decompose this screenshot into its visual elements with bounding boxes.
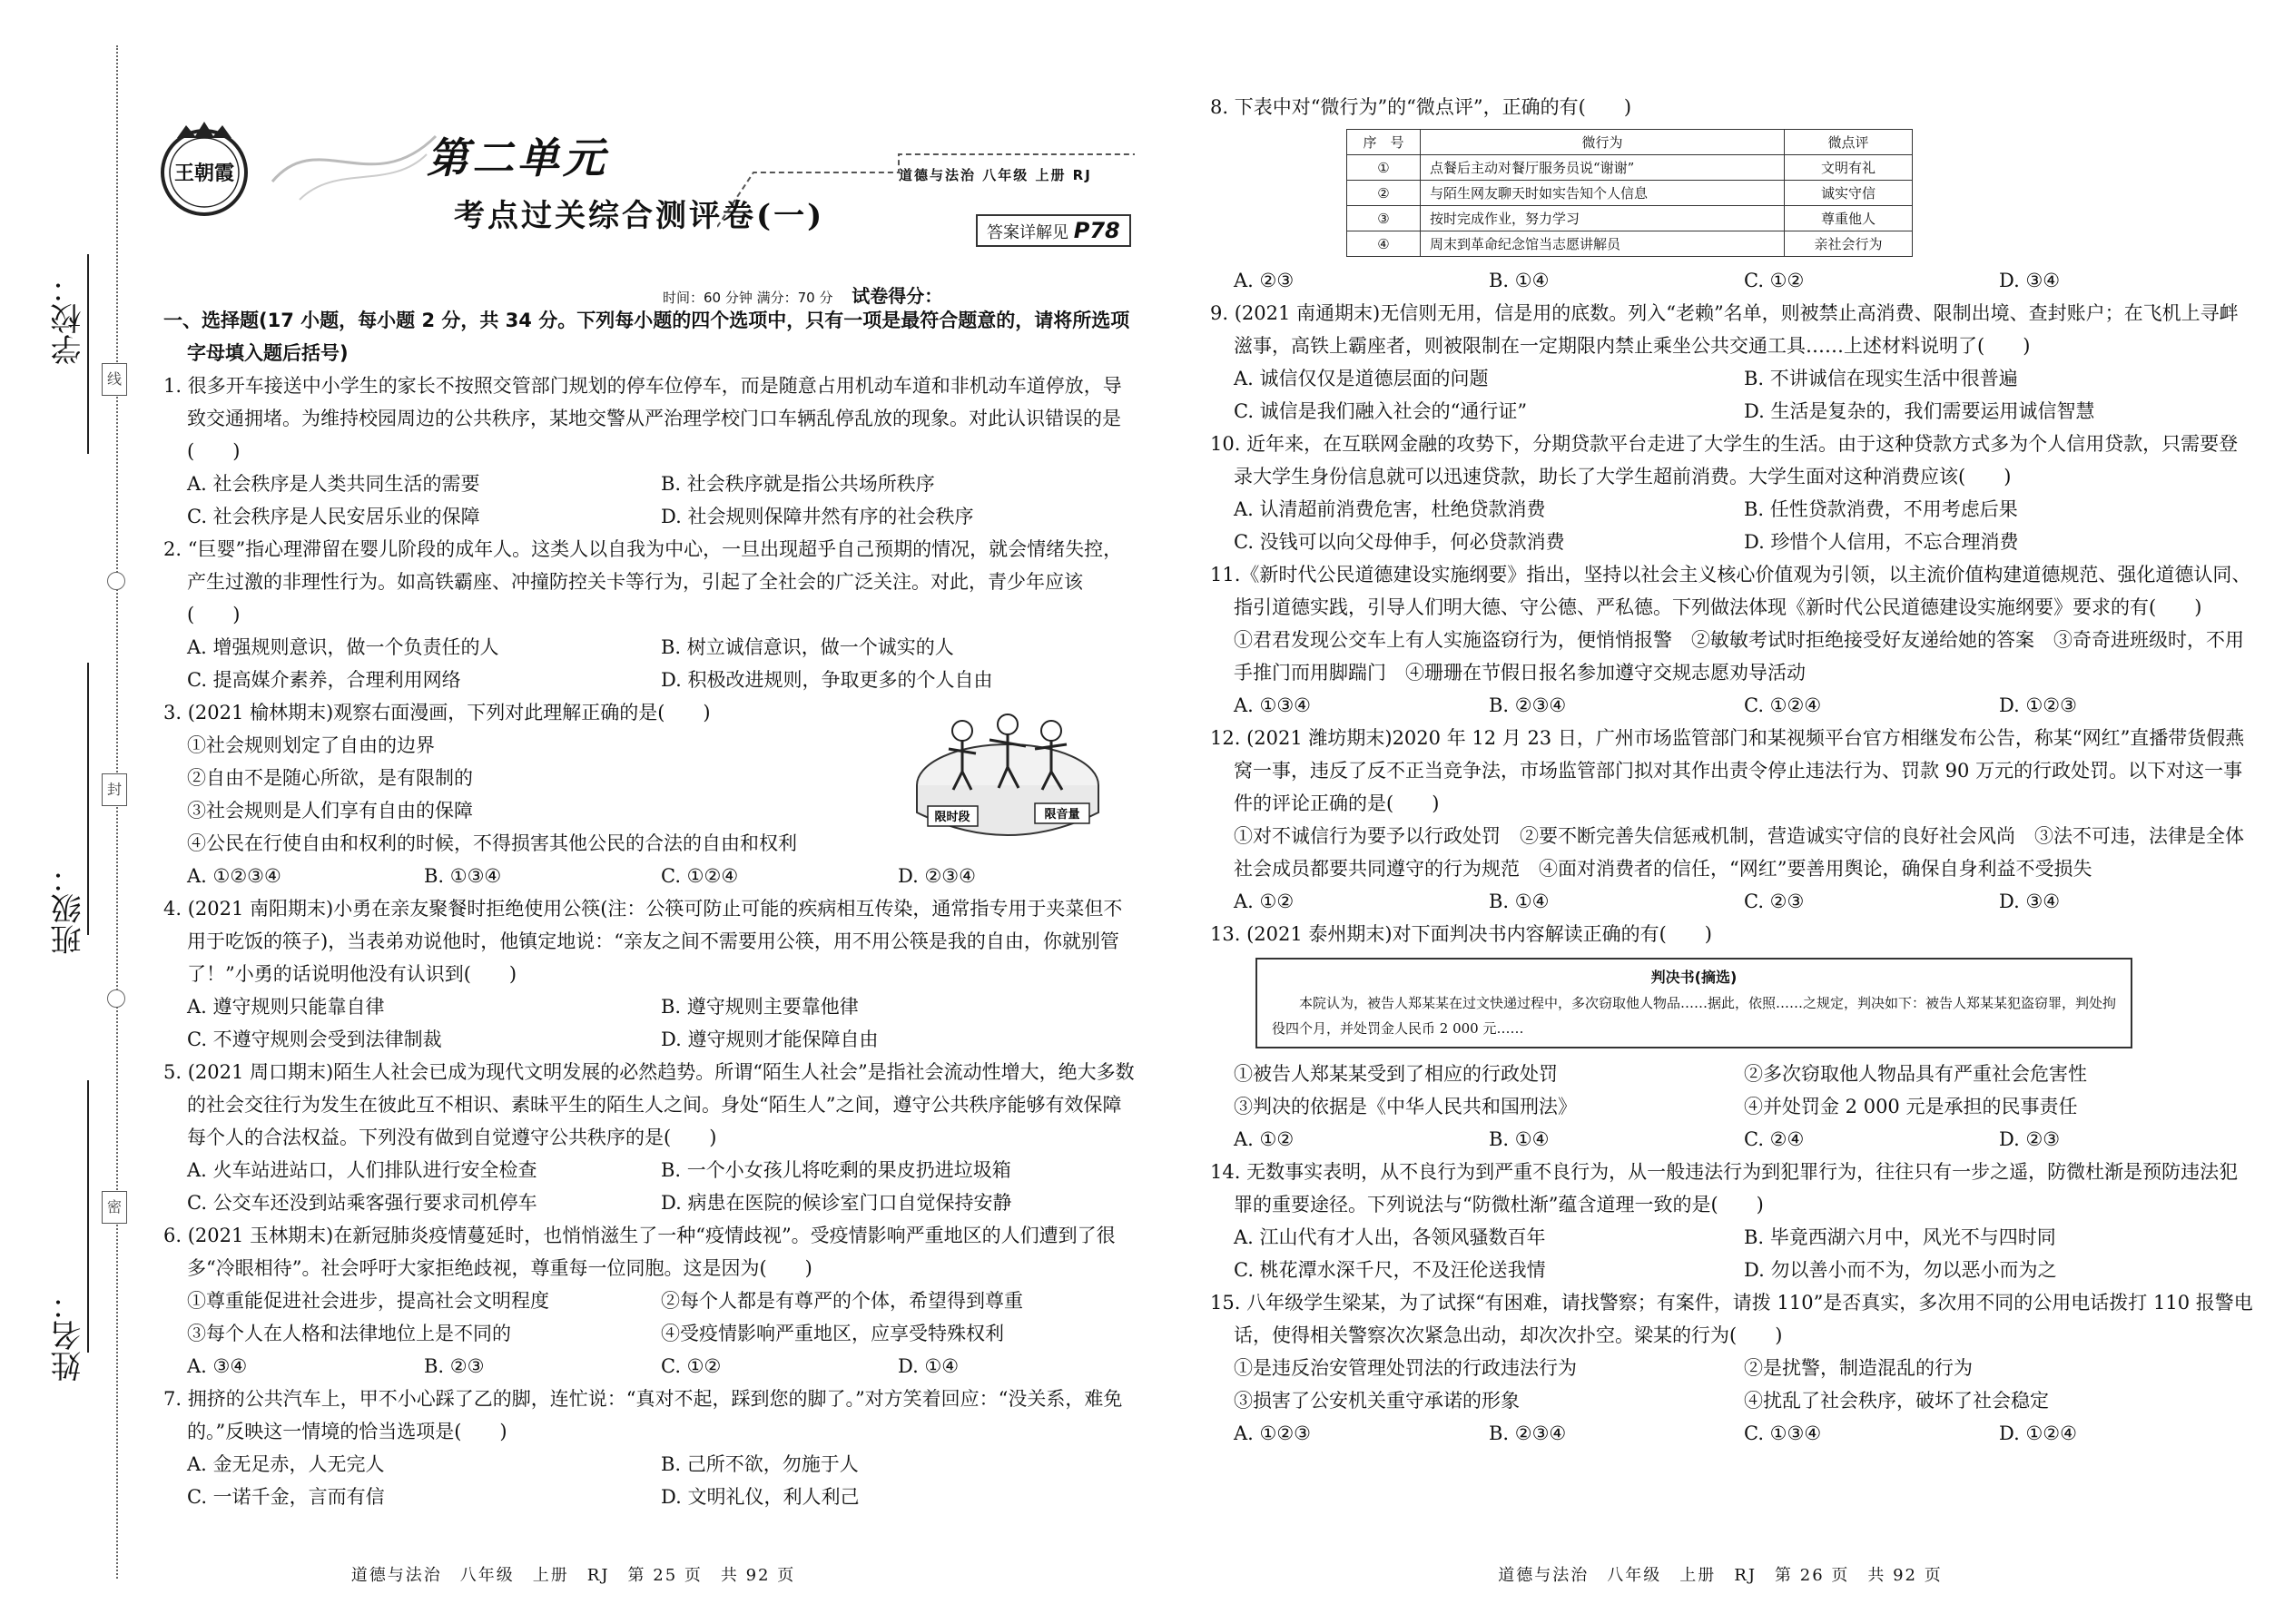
table-cell: 尊重他人 — [1785, 206, 1913, 231]
question-options — [163, 1350, 1135, 1383]
table-header-cell: 微点评 — [1785, 130, 1913, 155]
statement-item: ①被告人郑某某受到了相应的行政处罚 — [1234, 1063, 1558, 1085]
answer-option[interactable]: A. 火车站进站口，人们排队进行安全检查 — [187, 1159, 537, 1181]
class-line — [87, 663, 89, 935]
statement-item: ③每个人在人格和法律地位上是不同的 — [187, 1323, 511, 1344]
question-options — [163, 468, 1135, 533]
question-block — [163, 892, 1135, 1056]
table-row — [1347, 155, 1913, 181]
statement-item: ④受疫情影响严重地区，应享受特殊权利 — [661, 1323, 1004, 1344]
question-block — [163, 1056, 1135, 1219]
statement-item: ③社会规则是人们享有自由的保障 — [187, 800, 473, 822]
question-8-stem: 8. 下表中对“微行为”的“微点评”，正确的有( ) — [1210, 96, 1632, 118]
statement-item: ②每个人都是有尊严的个体，希望得到尊重 — [661, 1290, 1023, 1312]
answer-option[interactable]: A. ①③④ — [1234, 694, 1311, 716]
question-stem: 4. (2021 南阳期末)小勇在亲友聚餐时拒绝使用公筷(注：公筷可防止可能的疾病相互传染，通常指专用于夹菜但不用于吃饭的筷子)，当表弟劝说他时，他镇定地说：“亲友之间不需要用公筷，用不用公筷是我的自由，你就别管了！”小勇的话说明他没有认识到( ) — [163, 898, 1123, 985]
answer-option[interactable]: B. 一个小女孩儿将吃剩的果皮扔进垃圾箱 — [661, 1159, 1011, 1181]
question-block — [1210, 1156, 2254, 1286]
answer-option[interactable]: C. 诚信是我们融入社会的“通行证” — [1234, 400, 1528, 422]
answer-option[interactable]: C. 公交车还没到站乘客强行要求司机停车 — [187, 1192, 537, 1214]
right-content — [1210, 91, 2254, 1450]
statement-item: ②是扰警，制造混乱的行为 — [1744, 1357, 1973, 1379]
statement-row — [163, 1317, 1135, 1350]
question-stem: 2. “巨婴”指心理滞留在婴儿阶段的成年人。这类人以自我为中心，一旦出现超乎自己预期的情况，就会情绪失控，产生过激的非理性行为。如高铁霸座、冲撞防控关卡等行为，引起了全社会的广泛关注。对此，青少年应该( ) — [163, 538, 1123, 625]
table-cell: ① — [1347, 155, 1421, 181]
statement-item: ④扰乱了社会秩序，破坏了社会稳定 — [1744, 1390, 2049, 1412]
school-label: 学校： — [50, 272, 87, 365]
answer-option[interactable]: B. ②③④ — [1489, 694, 1567, 716]
answer-option[interactable]: B. 树立诚信意识，做一个诚实的人 — [661, 636, 954, 658]
statement-item: ①君君发现公交车上有人实施盗窃行为，便悄悄报警 ②敏敏考试时拒绝接受好友递给她的答案 ③奇奇进班级时，不用手推门而用脚踹门 ④珊珊在节假日报名参加遵守交规志愿劝导活动 — [1234, 629, 2244, 684]
answer-option[interactable]: C. ②③ — [1744, 891, 1805, 912]
question-stem: 12. (2021 潍坊期末)2020 年 12 月 23 日，广州市场监管部门和某视频平台官方相继发布公告，称某“网红”直播带货假燕窝一事，违反了反不正当竞争法，市场监管部门拟对其作出责令停止违法行为、罚款 90 万元的行政处罚。以下对这一事件的评论正确的是( ) — [1210, 727, 2245, 814]
answer-option[interactable]: B. ②③ — [424, 1355, 485, 1377]
question-options — [1210, 689, 2254, 722]
answer-option[interactable]: D. ②③ — [1999, 1128, 2061, 1150]
question-block — [163, 1383, 1135, 1513]
question-statements — [163, 1284, 1135, 1350]
question-options — [163, 631, 1135, 696]
name-field[interactable] — [36, 1289, 100, 1382]
answer-option[interactable]: D. 积极改进规则，争取更多的个人自由 — [661, 669, 993, 691]
table-row — [1347, 181, 1913, 206]
cartoon-label-right: 限音量 — [1044, 808, 1080, 822]
svg-text:王朝霞: 王朝霞 — [173, 162, 235, 185]
name-line — [87, 1080, 89, 1353]
right-page — [1147, 0, 2294, 1624]
school-field[interactable] — [36, 272, 100, 365]
statement-row — [1210, 1090, 2254, 1123]
question-stem: 6. (2021 玉林期末)在新冠肺炎疫情蔓延时，也悄悄滋生了一种“疫情歧视”。受疫情影响严重地区的人们遭到了很多“冷眼相待”。社会呼吁大家拒绝歧视，尊重每一位同胞。这是因为( ) — [163, 1225, 1116, 1279]
question-statements — [1210, 624, 2254, 689]
seal-char-2: 封 — [102, 773, 127, 806]
answer-page: P78 — [1073, 218, 1120, 243]
answer-option[interactable]: B. ①④ — [1489, 270, 1550, 291]
answer-option[interactable]: D. ②③④ — [898, 865, 976, 887]
answer-option[interactable]: B. 社会秩序就是指公共场所秩序 — [661, 473, 935, 495]
statement-item: ①尊重能促进社会进步，提高社会文明程度 — [187, 1290, 549, 1312]
answer-option[interactable]: A. ①② — [1234, 891, 1295, 912]
question-options — [163, 1154, 1135, 1219]
question-statements — [163, 729, 871, 860]
subject-tag: 道德与法治 八年级 上册 RJ — [899, 167, 1092, 183]
answer-option[interactable]: A. ①②③④ — [187, 865, 281, 887]
table-cell: 与陌生网友聊天时如实告知个人信息 — [1421, 181, 1785, 206]
section-title: 一、选择题(17 小题，每小题 2 分，共 34 分。下列每小题的四个选项中，只有一项是最符合题意的，请将所选项字母填入题后括号) — [163, 310, 1130, 364]
answer-option[interactable]: A. 诚信仅仅是道德层面的问题 — [1234, 368, 1489, 389]
question-block — [163, 533, 1135, 696]
answer-option[interactable]: B. 毕竟西湖六月中，风光不与四时同 — [1744, 1226, 2056, 1248]
seal-char-3: 密 — [102, 1191, 127, 1224]
statement-item: ④公民在行使自由和权利的时候，不得损害其他公民的合法的自由和权利 — [187, 832, 797, 854]
answer-option[interactable]: A. ①②③ — [1234, 1422, 1311, 1444]
question-options — [163, 1448, 1135, 1513]
question-stem: 14. 无数事实表明，从不良行为到严重不良行为，从一般违法行为到犯罪行为，往往只有一步之遥，防微杜渐是预防违法犯罪的重要途径。下列说法与“防微杜渐”蕴含道理一致的是( ) — [1210, 1161, 2239, 1216]
page-footer-right: 道德与法治 八年级 上册 RJ 第 26 页 共 92 页 — [1498, 1566, 1943, 1585]
answer-option[interactable]: C. 没钱可以向父母伸手，何必贷款消费 — [1234, 531, 1565, 553]
answer-option[interactable]: B. 不讲诚信在现实生活中很普遍 — [1744, 368, 2018, 389]
verdict-body: 本院认为，被告人郑某某在过文快递过程中，多次窃取他人物品……据此，依照……之规定，判决如下：被告人郑某某犯盗窃罪，判处拘役四个月，并处罚金人民币 2 000 元…… — [1272, 995, 2117, 1037]
answer-option[interactable]: B. ①③④ — [424, 865, 502, 887]
answer-option[interactable]: A. 认清超前消费危害，杜绝贷款消费 — [1234, 498, 1546, 520]
answer-option[interactable]: D. 遵守规则才能保障自由 — [661, 1029, 879, 1050]
binding-margin — [0, 0, 123, 1624]
answer-option[interactable]: D. 病患在医院的候诊室门口自觉保持安静 — [661, 1192, 1012, 1214]
answer-option[interactable]: D. 文明礼仪，利人利己 — [661, 1486, 860, 1508]
answer-option[interactable]: B. 己所不欲，勿施于人 — [661, 1453, 859, 1475]
question-list-right-b — [1210, 1156, 2254, 1450]
answer-option[interactable]: C. 一诺千金，言而有信 — [187, 1486, 385, 1508]
answer-option[interactable]: C. ①②④ — [1744, 694, 1822, 716]
answer-option[interactable]: A. ①② — [1234, 1128, 1295, 1150]
ribbon-decoration-icon — [263, 109, 445, 218]
answer-option[interactable]: C. 桃花潭水深千尺，不及汪伦送我情 — [1234, 1259, 1546, 1281]
answer-option[interactable]: B. ②③④ — [1489, 1422, 1567, 1444]
answer-option[interactable]: C. 提高媒介素养，合理利用网络 — [187, 669, 461, 691]
answer-option[interactable]: C. ①② — [661, 1355, 722, 1377]
answer-option[interactable]: A. 金无足赤，人无完人 — [187, 1453, 385, 1475]
statement-row — [1210, 1384, 2254, 1417]
question-13-statements — [1210, 1058, 2254, 1123]
table-cell: 亲社会行为 — [1785, 231, 1913, 257]
answer-option[interactable]: D. ①②③ — [1999, 694, 2077, 716]
answer-option[interactable]: A. 社会秩序是人类共同生活的需要 — [187, 473, 480, 495]
question-statements — [1210, 1352, 2254, 1417]
answer-option[interactable]: D. ①②④ — [1999, 1422, 2077, 1444]
answer-option[interactable]: D. 勿以善小而不为，勿以恶小而为之 — [1744, 1259, 2057, 1281]
question-statements — [1210, 820, 2254, 885]
class-field[interactable] — [36, 862, 100, 955]
answer-option[interactable]: B. ①④ — [1489, 891, 1550, 912]
verdict-title: 判决书(摘选) — [1650, 969, 1738, 986]
statement-row — [1210, 1352, 2254, 1384]
table-header-cell: 微行为 — [1421, 130, 1785, 155]
question-block — [1210, 558, 2254, 722]
question-13-stem: 13. (2021 泰州期末)对下面判决书内容解读正确的有( ) — [1210, 923, 1712, 945]
cartoon-label-left: 限时段 — [934, 811, 970, 824]
question-options — [1210, 362, 2254, 428]
table-header-row — [1347, 130, 1913, 155]
statement-item: ③损害了公安机关重守承诺的形象 — [1234, 1390, 1520, 1412]
question-block — [1210, 297, 2254, 428]
answer-reference-box — [976, 214, 1131, 247]
school-line — [87, 254, 89, 454]
question-block — [163, 1219, 1135, 1383]
statement-item: ②自由不是随心所欲，是有限制的 — [187, 767, 473, 789]
question-13-options — [1210, 1123, 2254, 1156]
table-cell: ③ — [1347, 206, 1421, 231]
table-cell: ② — [1347, 181, 1421, 206]
question-stem: 10. 近年来，在互联网金融的攻势下，分期贷款平台走进了大学生的生活。由于这种贷款方式多为个人信用贷款，只需要登录大学生身份信息就可以迅速贷款，助长了大学生超前消费。大学生面对这种消费应该( ) — [1210, 433, 2239, 487]
answer-option[interactable]: D. ③④ — [1999, 270, 2061, 291]
answer-option[interactable]: C. ①② — [1744, 270, 1805, 291]
table-row — [1347, 206, 1913, 231]
question-block — [1210, 722, 2254, 918]
table-cell: 诚实守信 — [1785, 181, 1913, 206]
table-cell: 按时完成作业，努力学习 — [1421, 206, 1785, 231]
seal-char-1: 线 — [102, 363, 127, 396]
binding-hole-icon — [107, 989, 125, 1008]
answer-option[interactable]: D. 生活是复杂的，我们需要运用诚信智慧 — [1744, 400, 2095, 422]
question-options — [163, 860, 1135, 892]
question-stem: 7. 拥挤的公共汽车上，甲不小心踩了乙的脚，连忙说：“真对不起，踩到您的脚了。”对方笑着回应：“没关系，难免的。”反映这一情境的恰当选项是( ) — [163, 1388, 1123, 1442]
table-cell: 点餐后主动对餐厅服务员说“谢谢” — [1421, 155, 1785, 181]
table-cell: 文明有礼 — [1785, 155, 1913, 181]
table-cell: ④ — [1347, 231, 1421, 257]
question-stem: 5. (2021 周口期末)陌生人社会已成为现代文明发展的必然趋势。所谓“陌生人社会”是指社会流动性增大，绝大多数的社会交往行为发生在彼此互不相识、素昧平生的陌生人之间。身处“陌生人”之间，遵守公共秩序能够有效保障每个人的合法权益。下列没有做到自觉遵守公共秩序的是( ) — [163, 1061, 1135, 1148]
statement-item: ④并处罚金 2 000 元是承担的民事责任 — [1744, 1096, 2078, 1117]
answer-option[interactable]: A. 增强规则意识，做一个负责任的人 — [187, 636, 499, 658]
answer-option[interactable]: A. 江山代有才人出，各领风骚数百年 — [1234, 1226, 1546, 1248]
answer-option[interactable]: C. ②④ — [1744, 1128, 1805, 1150]
question-block — [163, 369, 1135, 533]
answer-option[interactable]: C. ①③④ — [1744, 1422, 1822, 1444]
statement-item: ①是违反治安管理处罚法的行政违法行为 — [1234, 1357, 1577, 1379]
verdict-box — [1255, 958, 2132, 1048]
statement-item: ③判决的依据是《中华人民共和国刑法》 — [1234, 1096, 1577, 1117]
question-stem: 1. 很多开车接送中小学生的家长不按照交管部门规划的停车位停车，而是随意占用机动车道和非机动车道停放，导致交通拥堵。为维持校园周边的公共秩序，某地交警从严治理学校门口车辆乱停乱放的现象。对此认识错误的是( ) — [163, 375, 1122, 462]
question-block — [1210, 428, 2254, 558]
question-options — [1210, 493, 2254, 558]
question-stem: 15. 八年级学生梁某，为了试探“有困难，请找警察；有案件，请拨 110”是否真实，多次用不同的公用电话拨打 110 报警电话，使得相关警察次次紧急出动，却次次扑空。梁某的行为( ) — [1210, 1292, 2253, 1346]
question-8-options — [1210, 264, 2254, 297]
question-stem: 9. (2021 南通期末)无信则无用，信是用的底数。列入“老赖”名单，则被禁止高消费、限制出境、查封账户；在飞机上寻衅滋事，高铁上霸座者，则被限制在一定期限内禁止乘坐公共交通工具……上述材料说明了( ) — [1210, 302, 2239, 357]
question-options — [1210, 885, 2254, 918]
unit-title: 第二单元 — [427, 133, 608, 182]
micro-behavior-table — [1346, 129, 1913, 257]
brand-logo-icon — [154, 118, 254, 218]
time-score-info: 时间：60 分钟 满分：70 分 — [663, 290, 833, 306]
answer-option[interactable]: D. ①④ — [898, 1355, 960, 1377]
question-block — [1210, 1286, 2254, 1450]
answer-option[interactable]: B. 遵守规则主要靠他律 — [661, 996, 859, 1018]
table-row — [1347, 231, 1913, 257]
score-label: 试卷得分： — [852, 285, 943, 307]
statement-row — [1210, 1058, 2254, 1090]
table-cell: 周末到革命纪念馆当志愿讲解员 — [1421, 231, 1785, 257]
answer-option[interactable]: C. 社会秩序是人民安居乐业的保障 — [187, 506, 480, 527]
answer-option[interactable]: A. ②③ — [1234, 270, 1295, 291]
binding-dotted-line — [116, 45, 118, 1579]
answer-option[interactable]: A. 遵守规则只能靠自律 — [187, 996, 385, 1018]
name-label: 姓名： — [50, 1289, 87, 1382]
answer-option[interactable]: D. 珍惜个人信用，不忘合理消费 — [1744, 531, 2019, 553]
answer-option[interactable]: C. 不遵守规则会受到法律制裁 — [187, 1029, 442, 1050]
exam-sub-title: 考点过关综合测评卷(一) — [454, 198, 825, 234]
answer-prefix: 答案详解见 — [987, 223, 1068, 242]
question-list-left — [163, 369, 1135, 1513]
question-list-right-a — [1210, 297, 2254, 918]
exam-header — [154, 91, 1144, 307]
question-options — [163, 990, 1135, 1056]
statement-row — [163, 1284, 1135, 1317]
statement-item: ①对不诚信行为要予以行政处罚 ②要不断完善失信惩戒机制，营造诚实守信的良好社会风尚 ③法不可违，法律是全体社会成员都要共同遵守的行为规范 ④面对消费者的信任，“网红”要善用舆论，确保自身利益不受损失 — [1234, 825, 2244, 880]
answer-option[interactable]: B. ①④ — [1489, 1128, 1550, 1150]
question-options — [1210, 1221, 2254, 1286]
left-content — [163, 304, 1135, 1513]
answer-option[interactable]: D. ③④ — [1999, 891, 2061, 912]
table-header-cell: 序 号 — [1347, 130, 1421, 155]
answer-option[interactable]: B. 任性贷款消费，不用考虑后果 — [1744, 498, 2018, 520]
page-footer-left: 道德与法治 八年级 上册 RJ 第 25 页 共 92 页 — [350, 1566, 796, 1585]
question-options — [1210, 1417, 2254, 1450]
answer-option[interactable]: C. ①②④ — [661, 865, 739, 887]
answer-option[interactable]: D. 社会规则保障井然有序的社会秩序 — [661, 506, 974, 527]
class-label: 班级： — [50, 862, 87, 955]
question-stem: 11.《新时代公民道德建设实施纲要》指出，坚持以社会主义核心价值观为引领，以主流价值构建道德规范、强化道德认同、指引道德实践，引导人们明大德、守公德、严私德。下列做法体现《新时代公民道德建设实施纲要》要求的有( ) — [1210, 564, 2251, 618]
statement-item: ②多次窃取他人物品具有严重社会危害性 — [1744, 1063, 2087, 1085]
binding-hole-icon — [107, 572, 125, 590]
cartoon-illustration — [908, 699, 1108, 844]
statement-item: ①社会规则划定了自由的边界 — [187, 734, 435, 756]
question-stem: 3. (2021 榆林期末)观察右面漫画，下列对此理解正确的是( ) — [163, 702, 711, 723]
answer-option[interactable]: A. ③④ — [187, 1355, 248, 1377]
